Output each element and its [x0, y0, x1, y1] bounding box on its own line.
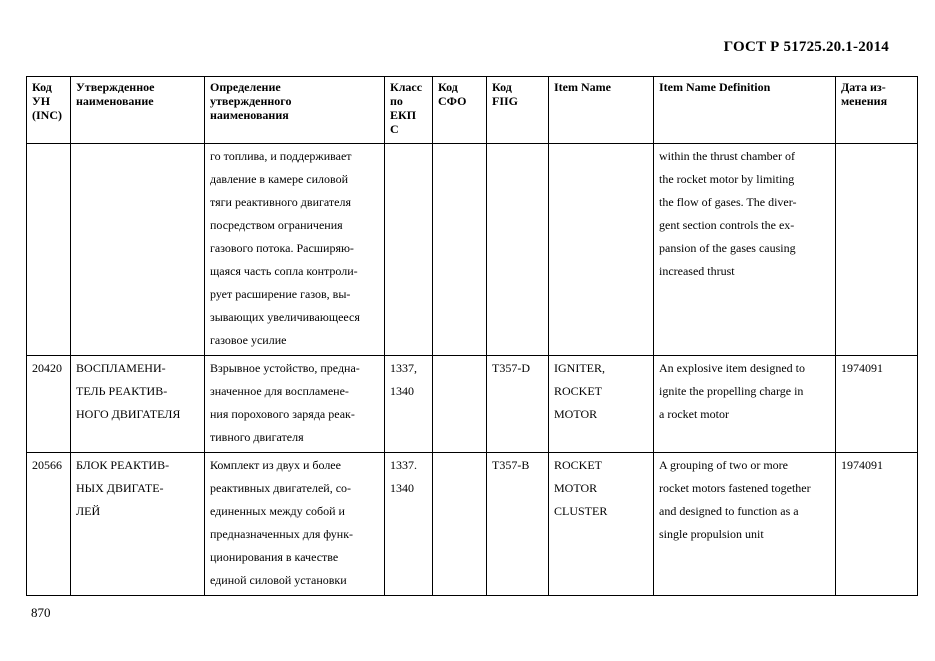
cell-line: A grouping of two or more [659, 458, 788, 472]
column-header-code [27, 77, 71, 144]
cell-line: Комплект из двух и более [210, 458, 341, 472]
cell-line: 1340 [390, 481, 414, 495]
cell-line: pansion of the gases causing [659, 241, 796, 255]
cell-line: within the thrust chamber of [659, 149, 795, 163]
cell-line: CLUSTER [554, 504, 608, 518]
cell-line: предназначенных для функ- [210, 527, 354, 541]
cell-line: реактивных двигателей, со- [210, 481, 352, 495]
cell-definition [205, 356, 385, 453]
classification-table [26, 76, 918, 596]
cell-line: 1337. [390, 458, 417, 472]
cell-line: тяги реактивного двигателя [210, 195, 352, 209]
column-header-fiig [487, 77, 549, 144]
document-code: ГОСТ Р 51725.20.1-2014 [723, 39, 889, 55]
cell-line: единой силовой установки [210, 573, 347, 587]
page-number: 870 [31, 605, 51, 620]
header-line: СФО [438, 94, 467, 108]
header-line: С [390, 122, 399, 136]
cell-fiig [487, 144, 549, 356]
cell-line: single propulsion unit [659, 527, 764, 541]
cell-line: An explosive item designed to [659, 361, 805, 375]
header-line: УН [32, 94, 51, 108]
cell-line: Взрывное устойство, предна- [210, 361, 360, 375]
cell-line: ТЕЛЬ РЕАКТИВ- [76, 384, 168, 398]
cell-line: газового потока. Расширяю- [210, 241, 354, 255]
cell-line: ЛЕЙ [76, 504, 101, 518]
table-row [27, 144, 918, 356]
cell-line: ВОСПЛАМЕНИ- [76, 361, 166, 375]
table-row [27, 453, 918, 596]
cell-line: ционирования в качестве [210, 550, 339, 564]
cell-date [836, 144, 918, 356]
cell-fiig [487, 453, 549, 596]
cell-line: gent section controls the ex- [659, 218, 795, 232]
table-row [27, 356, 918, 453]
cell-line: ROCKET [554, 458, 602, 472]
column-header-date [836, 77, 918, 144]
header-line: Код [32, 80, 52, 94]
cell-line: давление в камере силовой [210, 172, 349, 186]
column-header-item-definition [654, 77, 836, 144]
header-line: наименования [210, 108, 289, 122]
header-line: Класс [390, 80, 423, 94]
cell-line: the flow of gases. The diver- [659, 195, 797, 209]
cell-line: MOTOR [554, 481, 598, 495]
header-line: Утвержденное [76, 80, 155, 94]
header-line: утвержденного [210, 94, 292, 108]
cell-item-name [549, 144, 654, 356]
cell-line: 1974091 [841, 458, 883, 472]
cell-line: газовое усилие [210, 333, 287, 347]
cell-line: ignite the propelling charge in [659, 384, 804, 398]
table-header-row [27, 77, 918, 144]
cell-date [836, 453, 918, 596]
cell-code [27, 453, 71, 596]
cell-name [71, 356, 205, 453]
header-line: Код [492, 80, 512, 94]
cell-line: increased thrust [659, 264, 735, 278]
cell-class [385, 453, 433, 596]
cell-item-definition [654, 453, 836, 596]
cell-line: ния порохового заряда реак- [210, 407, 355, 421]
cell-line: the rocket motor by limiting [659, 172, 795, 186]
header-line: Item Name Definition [659, 80, 771, 94]
cell-line: НЫХ ДВИГАТЕ- [76, 481, 164, 495]
cell-item-definition [654, 356, 836, 453]
cell-line: 20420 [32, 361, 62, 375]
cell-line: MOTOR [554, 407, 598, 421]
cell-item-name [549, 356, 654, 453]
header-line: Дата из- [841, 80, 886, 94]
cell-line: единенных между собой и [210, 504, 345, 518]
header-line: менения [841, 94, 888, 108]
header-line: Определение [210, 80, 281, 94]
cell-definition [205, 453, 385, 596]
column-header-sfo [433, 77, 487, 144]
header-line: FIIG [492, 94, 519, 108]
header-line: Item Name [554, 80, 611, 94]
cell-line: 1974091 [841, 361, 883, 375]
cell-item-definition [654, 144, 836, 356]
cell-line: БЛОК РЕАКТИВ- [76, 458, 170, 472]
cell-line: and designed to function as a [659, 504, 799, 518]
cell-sfo [433, 356, 487, 453]
column-header-name [71, 77, 205, 144]
cell-line: 1340 [390, 384, 414, 398]
cell-line: 20566 [32, 458, 62, 472]
cell-line: ROCKET [554, 384, 602, 398]
cell-item-name [549, 453, 654, 596]
cell-class [385, 356, 433, 453]
cell-code [27, 356, 71, 453]
header-line: наименование [76, 94, 154, 108]
cell-code [27, 144, 71, 356]
cell-line: посредством ограничения [210, 218, 343, 232]
cell-fiig [487, 356, 549, 453]
cell-line: значенное для воспламене- [210, 384, 349, 398]
cell-name [71, 144, 205, 356]
header-line: по [390, 94, 403, 108]
header-line: ЕКП [390, 108, 417, 122]
cell-sfo [433, 144, 487, 356]
header-line: Код [438, 80, 458, 94]
cell-line: рует расширение газов, вы- [210, 287, 351, 301]
column-header-definition [205, 77, 385, 144]
header-line: (INC) [32, 108, 62, 122]
cell-line: щаяся часть сопла контроли- [210, 264, 358, 278]
cell-line: a rocket motor [659, 407, 729, 421]
column-header-class [385, 77, 433, 144]
cell-line: IGNITER, [554, 361, 605, 375]
cell-line: rocket motors fastened together [659, 481, 811, 495]
cell-line: тивного двигателя [210, 430, 304, 444]
column-header-item-name [549, 77, 654, 144]
cell-line: зывающих увеличивающееся [210, 310, 360, 324]
cell-line: T357-B [492, 458, 530, 472]
cell-line: го топлива, и поддерживает [210, 149, 352, 163]
cell-line: 1337, [390, 361, 417, 375]
cell-line: НОГО ДВИГАТЕЛЯ [76, 407, 181, 421]
cell-class [385, 144, 433, 356]
cell-name [71, 453, 205, 596]
cell-sfo [433, 453, 487, 596]
cell-date [836, 356, 918, 453]
cell-definition [205, 144, 385, 356]
cell-line: T357-D [492, 361, 530, 375]
table-body [27, 144, 918, 596]
